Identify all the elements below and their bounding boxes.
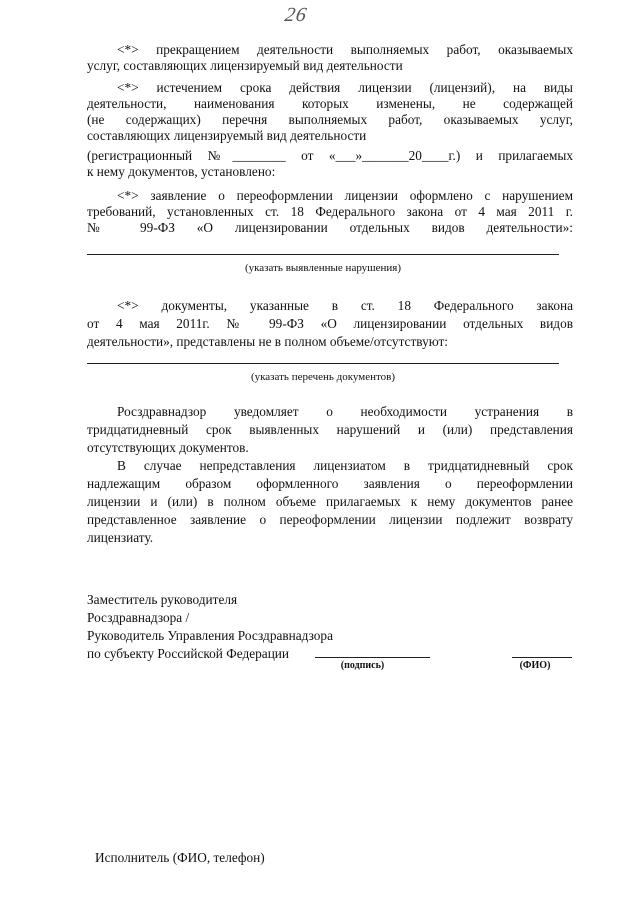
- p1-line1: <*> прекращением деятельности выполняемых работ, оказываемых: [117, 42, 573, 57]
- p2-line2: деятельности, наименования которых изменены, не содержащей: [87, 96, 573, 111]
- signer-title-line4: по субъекту Российской Федерации: [87, 646, 290, 661]
- violations-caption: (указать выявленные нарушения): [244, 262, 402, 274]
- executor-label: Исполнитель (ФИО, телефон): [95, 850, 265, 865]
- page-number: 26: [283, 4, 310, 26]
- p4-line3: деятельности», представлены не в полном объеме/отсутствуют:: [87, 334, 448, 349]
- p6-line3: лицензии и (или) в полном объеме прилагаемых к нему документов ранее: [87, 494, 573, 509]
- p2-line6: к нему документов, установлено:: [87, 164, 276, 179]
- p3-line3: № 99-ФЗ «О лицензировании отдельных видов деятельности»:: [87, 220, 573, 235]
- signature-blank-line: [315, 657, 430, 658]
- p3-line1: <*> заявление о переоформлении лицензии оформлено с нарушением: [117, 188, 573, 203]
- p2-line5: (регистрационный №________ от «___»_______20____г.) и прилагаемых: [87, 148, 573, 163]
- signer-title-line2: Росздравнадзора /: [87, 610, 190, 625]
- p3-line2: требований, установленных ст. 18 Федерального закона от 4 мая 2011 г.: [87, 204, 573, 219]
- p6-line2: надлежащим образом оформленного заявления о переоформлении: [87, 476, 573, 491]
- p6-line1: В случае непредставления лицензиатом в тридцатидневный срок: [117, 458, 573, 473]
- p2-line4: составляющих лицензируемый вид деятельности: [87, 128, 367, 143]
- signer-title-line1: Заместитель руководителя: [87, 592, 238, 607]
- p4-line1: <*> документы, указанные в ст. 18 Федерального закона: [117, 298, 573, 313]
- documents-caption: (указать перечень документов): [250, 371, 396, 383]
- p6-line5: лицензиату.: [87, 530, 154, 545]
- p5-line3: отсутствующих документов.: [87, 440, 249, 455]
- p2-line1: <*> истечением срока действия лицензии (лицензий), на виды: [117, 80, 573, 95]
- name-blank-line: [512, 657, 572, 658]
- p6-line4: представленное заявление о переоформлении лицензии подлежит возврату: [87, 512, 573, 527]
- p5-line2: тридцатидневный срок выявленных нарушений и (или) представления: [87, 422, 573, 437]
- p4-line2: от 4 мая 2011г. № 99-ФЗ «О лицензировании отдельных видов: [87, 316, 573, 331]
- p2-line3: (не содержащих) перечня выполняемых работ, оказываемых услуг,: [87, 112, 573, 127]
- signer-title-line3: Руководитель Управления Росздравнадзора: [87, 628, 333, 643]
- name-caption: (ФИО): [519, 660, 551, 671]
- p5-line1: Росздравнадзор уведомляет о необходимости устранения в: [117, 404, 573, 419]
- p1-line2: услуг, составляющих лицензируемый вид деятельности: [87, 58, 403, 73]
- documents-blank-line: [87, 363, 559, 364]
- signature-caption: (подпись): [340, 660, 385, 671]
- violations-blank-line: [87, 254, 559, 255]
